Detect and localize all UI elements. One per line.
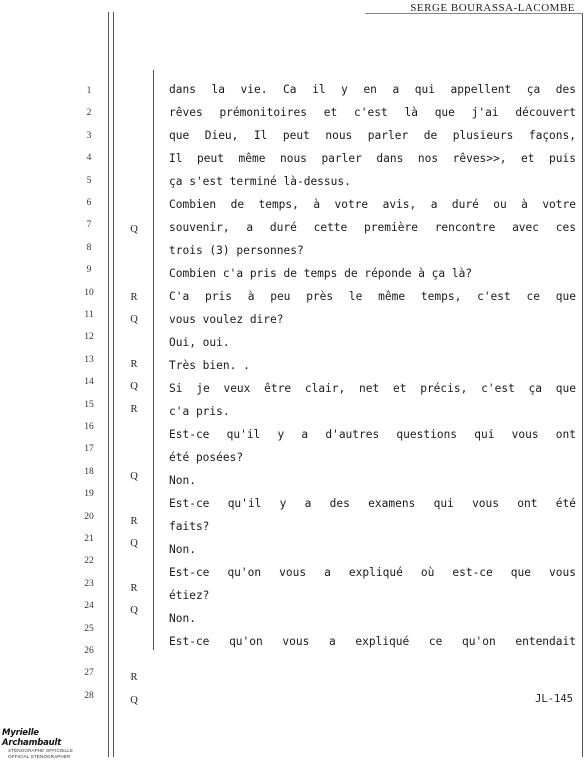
transcript-line: que Dieu, Il peut nous parler de plusieurs façons, — [169, 129, 576, 142]
margin-rule-left-1 — [108, 12, 109, 757]
page-header-title: SERGE BOURASSA-LACOMBE — [410, 2, 575, 14]
transcript-line: Est-ce qu'on vous a expliqué où est-ce que vous — [169, 566, 576, 579]
transcript-line: ça s'est terminé là-dessus. — [169, 175, 351, 188]
line-number: 4 — [86, 153, 92, 164]
transcript-line: C'a pris à peu près le même temps, c'est ce que — [169, 290, 576, 303]
stenographer-stamp — [2, 728, 97, 760]
transcript-line: rêves prémonitoires et c'est là que j'ai découvert — [169, 106, 576, 119]
line-number: 8 — [86, 242, 92, 253]
speaker-marker: R — [130, 403, 138, 415]
transcript-line: Non. — [169, 543, 196, 556]
transcript-line: faits? — [169, 520, 210, 533]
speaker-marker: Q — [130, 605, 138, 617]
speaker-marker: Q — [130, 538, 138, 549]
line-number: 18 — [84, 466, 94, 477]
transcript-line: Est-ce qu'on vous a expliqué ce qu'on entendait — [169, 635, 576, 648]
line-number: 23 — [84, 578, 94, 589]
transcript-line: vous voulez dire? — [169, 313, 284, 326]
header-rule — [365, 13, 583, 14]
line-number: 26 — [84, 646, 94, 656]
line-number: 20 — [84, 511, 94, 522]
stenographer-title-fr: STÉNOGRAPHE OFFICIELLE — [8, 748, 73, 753]
speaker-marker: R — [130, 582, 138, 594]
transcript-line: été posées? — [169, 451, 244, 464]
line-number: 1 — [86, 86, 92, 96]
line-number: 7 — [86, 220, 92, 231]
line-number: 22 — [84, 556, 94, 567]
transcript-line: Si je veux être clair, net et précis, c'est ça que — [169, 382, 576, 395]
line-number: 2 — [86, 108, 92, 119]
transcript-line: c'a pris. — [169, 405, 230, 418]
speaker-marker: Q — [130, 470, 138, 482]
speaker-column-rule — [153, 70, 154, 650]
transcript-line: Est-ce qu'il y a des examens qui vous ont été — [169, 497, 576, 510]
line-number: 13 — [84, 354, 94, 365]
line-number: 3 — [86, 130, 92, 141]
line-number: 5 — [86, 175, 92, 186]
transcript-line: Est-ce qu'il y a d'autres questions qui vous ont — [169, 428, 576, 441]
margin-rule-left-2 — [113, 12, 114, 757]
line-number: 10 — [84, 287, 94, 298]
line-number: 14 — [84, 377, 94, 388]
line-number: 6 — [86, 198, 92, 208]
line-number: 19 — [84, 489, 94, 500]
line-number: 28 — [84, 690, 94, 701]
stenographer-title-en: OFFICIAL STENOGRAPHER — [8, 754, 71, 759]
line-number: 27 — [84, 668, 94, 679]
transcript-line: dans la vie. Ca il y en a qui appellent ça des — [169, 83, 576, 96]
line-number: 11 — [84, 310, 94, 320]
speaker-marker: Q — [130, 314, 138, 325]
transcript-line: Combien c'a pris de temps de réponde à ça là? — [169, 267, 473, 280]
transcript-line: trois (3) personnes? — [169, 244, 304, 257]
stenographer-name: Myrielle Archambault — [2, 728, 62, 748]
transcript-line: Il peut même nous parler dans nos rêves>>, et puis — [169, 152, 576, 165]
transcript-line: étiez? — [169, 589, 210, 602]
transcript-line: souvenir, a duré cette première rencontre avec ces — [169, 221, 576, 234]
line-number: 17 — [84, 444, 94, 455]
speaker-marker: Q — [130, 694, 138, 706]
transcript-line: Oui, oui. — [169, 336, 230, 349]
speaker-marker: R — [130, 291, 138, 303]
transcript-line: Très bien. . — [169, 359, 250, 372]
line-number: 15 — [84, 399, 94, 410]
page-code: JL-145 — [535, 693, 573, 705]
line-number: 9 — [86, 265, 92, 276]
line-number: 12 — [84, 332, 94, 343]
transcript-line: Combien de temps, à votre avis, a duré ou à votre — [169, 198, 576, 211]
speaker-marker: R — [130, 672, 138, 684]
line-number: 25 — [84, 623, 94, 634]
margin-rule-right — [582, 14, 583, 757]
speaker-marker: Q — [130, 381, 138, 393]
transcript-line: Non. — [169, 612, 196, 625]
speaker-marker: R — [130, 515, 138, 527]
transcript-line: Non. — [169, 474, 196, 487]
speaker-marker: Q — [130, 224, 138, 236]
line-number: 21 — [84, 534, 94, 544]
line-number: 24 — [84, 601, 94, 612]
speaker-marker: R — [130, 358, 138, 370]
line-number: 16 — [84, 422, 94, 432]
